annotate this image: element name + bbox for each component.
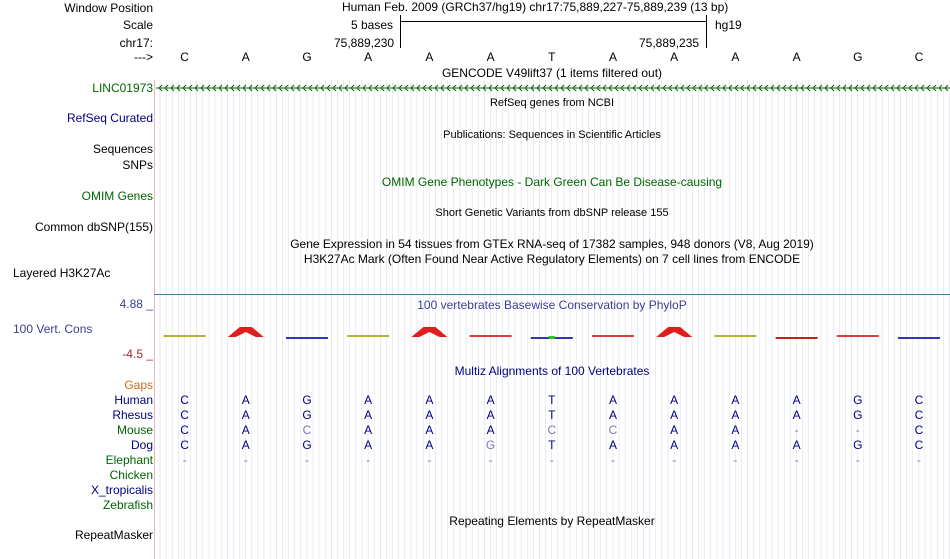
h3k27ac-track-title[interactable]: H3K27Ac Mark (Often Found Near Active Regulatory Elements) on 7 cell lines from ENCODE: [303, 252, 801, 266]
align-base: A: [792, 438, 801, 452]
align-base: C: [914, 408, 924, 422]
multiz-track-title[interactable]: Multiz Alignments of 100 Vertebrates: [454, 364, 650, 378]
align-base: G: [302, 408, 312, 422]
align-base: C: [180, 408, 189, 422]
align-base: C: [608, 423, 618, 437]
align-base: C: [914, 393, 924, 407]
gtex-track-title[interactable]: Gene Expression in 54 tissues from GTEx RNA-seq of 17382 samples, 948 donors (V8, Aug 2019): [290, 237, 814, 251]
align-base: G: [302, 438, 312, 452]
align-base: A: [486, 408, 495, 422]
align-base: A: [486, 423, 495, 437]
align-base: A: [425, 438, 434, 452]
align-base: A: [425, 423, 434, 437]
align-base: A: [364, 408, 373, 422]
base-8: A: [670, 50, 679, 64]
align-base: C: [914, 423, 924, 437]
align-base: A: [608, 408, 618, 422]
align-base: -: [794, 453, 799, 467]
species-label-human[interactable]: Human: [114, 393, 153, 407]
align-base: -: [855, 423, 860, 437]
align-base: C: [547, 423, 557, 437]
refseq-track-title[interactable]: RefSeq genes from NCBI: [489, 97, 615, 109]
base-4: A: [425, 50, 434, 64]
gencode-gene-feature[interactable]: [156, 85, 950, 91]
align-base: A: [670, 438, 679, 452]
align-base: A: [792, 393, 801, 407]
align-base: C: [180, 393, 189, 407]
dbsnp-track-label[interactable]: Common dbSNP(155): [34, 220, 153, 234]
align-base: A: [241, 408, 250, 422]
base-0: C: [180, 50, 189, 64]
base-10: A: [792, 50, 801, 64]
species-label-mouse[interactable]: Mouse: [116, 423, 153, 437]
base-grid-lines: [160, 80, 950, 559]
align-base: A: [486, 393, 495, 407]
align-base: A: [670, 423, 679, 437]
align-base: A: [425, 408, 434, 422]
align-base: A: [731, 393, 740, 407]
refseq-track-label[interactable]: RefSeq Curated: [66, 111, 153, 125]
align-base: A: [241, 438, 250, 452]
species-label-elephant[interactable]: Elephant: [105, 453, 153, 467]
conservation-max-label: 4.88 _: [119, 297, 153, 311]
position-right: 75,889,235: [639, 36, 700, 50]
snps-label[interactable]: SNPs: [122, 158, 153, 172]
base-6: T: [548, 50, 556, 64]
align-base: A: [608, 438, 618, 452]
publications-track-title[interactable]: Publications: Sequences in Scientific Articles: [443, 129, 661, 141]
align-base: -: [917, 453, 921, 467]
align-base: A: [670, 408, 679, 422]
align-base: A: [792, 408, 801, 422]
align-base: -: [366, 453, 371, 467]
conservation-track-label[interactable]: 100 Vert. Cons: [13, 322, 93, 336]
species-label-dog[interactable]: Dog: [130, 438, 153, 452]
omim-track-title[interactable]: OMIM Gene Phenotypes - Dark Green Can Be Disease-causing: [381, 175, 723, 189]
align-base: A: [364, 438, 373, 452]
repeatmasker-track-label[interactable]: RepeatMasker: [74, 528, 153, 542]
align-base: T: [548, 408, 556, 422]
conservation-track-title[interactable]: 100 vertebrates Basewise Conservation by PhyloP: [417, 298, 687, 312]
align-base: G: [485, 438, 496, 452]
window-position-value: Human Feb. 2009 (GRCh37/hg19) chr17:75,889,227-75,889,239 (13 bp): [342, 0, 729, 14]
align-base: A: [731, 408, 740, 422]
base-7: A: [608, 50, 618, 64]
species-label-chicken[interactable]: Chicken: [109, 468, 153, 482]
align-base: A: [731, 423, 740, 437]
align-base: G: [853, 438, 863, 452]
h3k27ac-track-label[interactable]: Layered H3K27Ac: [13, 266, 111, 280]
align-base: -: [733, 453, 738, 467]
align-base: A: [364, 393, 373, 407]
conservation-green-mark: [549, 336, 555, 339]
align-base: T: [548, 438, 556, 452]
base-12: C: [914, 50, 924, 64]
gencode-gene-label[interactable]: LINC01973: [92, 81, 153, 95]
align-base: G: [302, 393, 312, 407]
repeatmasker-track-title[interactable]: Repeating Elements by RepeatMasker: [449, 514, 655, 528]
position-left: 75,889,230: [334, 36, 395, 50]
base-3: A: [364, 50, 373, 64]
base-11: G: [853, 50, 863, 64]
align-base: -: [427, 453, 432, 467]
align-base: C: [914, 438, 924, 452]
align-base: G: [853, 408, 863, 422]
align-base: -: [488, 453, 493, 467]
align-base: -: [611, 453, 615, 467]
sequences-label[interactable]: Sequences: [92, 142, 153, 156]
align-base: -: [305, 453, 309, 467]
species-label-rhesus[interactable]: Rhesus: [112, 408, 153, 422]
base-9: A: [731, 50, 740, 64]
align-base: -: [549, 453, 554, 467]
align-base: A: [425, 393, 434, 407]
dbsnp-track-title[interactable]: Short Genetic Variants from dbSNP release 155: [435, 207, 669, 219]
align-base: G: [853, 393, 863, 407]
align-base: A: [364, 423, 373, 437]
chrom-label: chr17:: [119, 36, 153, 50]
omim-track-label[interactable]: OMIM Genes: [81, 189, 153, 203]
gencode-track-title[interactable]: GENCODE V49lift37 (1 items filtered out): [441, 66, 663, 80]
scale-assembly: hg19: [715, 18, 742, 32]
gaps-label: Gaps: [124, 378, 153, 392]
species-label-zebrafish[interactable]: Zebrafish: [102, 498, 153, 512]
align-base: -: [855, 453, 860, 467]
align-base: A: [241, 423, 250, 437]
align-base: A: [731, 438, 740, 452]
window-position-label: Window Position: [64, 1, 153, 15]
species-label-x_tropicalis[interactable]: X_tropicalis: [90, 483, 153, 497]
align-base: C: [180, 438, 189, 452]
align-base: A: [241, 393, 250, 407]
base-2: G: [302, 50, 312, 64]
align-base: -: [182, 453, 187, 467]
align-base: A: [670, 393, 679, 407]
base-5: A: [486, 50, 495, 64]
scale-bases: 5 bases: [351, 18, 394, 32]
align-base: -: [672, 453, 677, 467]
conservation-min-label: -4.5 _: [122, 347, 153, 361]
align-base: T: [548, 393, 556, 407]
align-base: C: [180, 423, 189, 437]
scale-label: Scale: [122, 18, 153, 32]
align-base: -: [794, 423, 799, 437]
align-base: -: [243, 453, 248, 467]
strand-label: --->: [134, 50, 153, 64]
align-base: C: [302, 423, 312, 437]
align-base: A: [608, 393, 618, 407]
base-1: A: [241, 50, 250, 64]
